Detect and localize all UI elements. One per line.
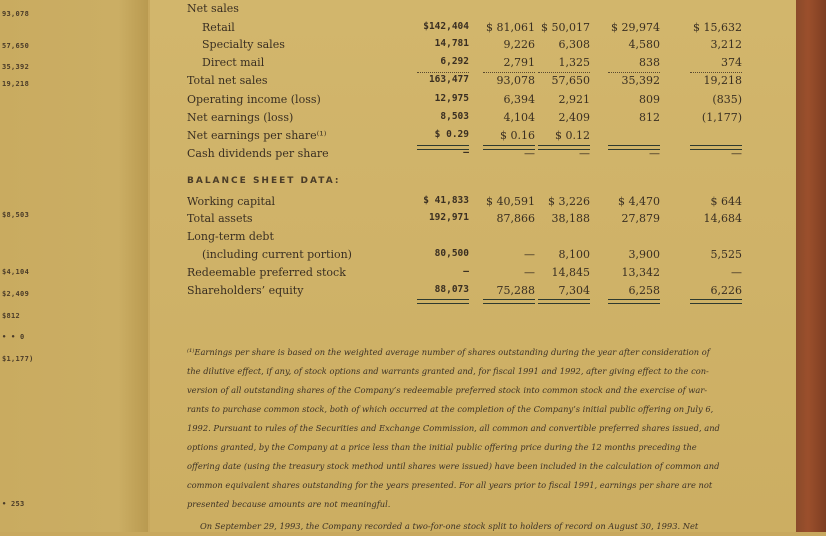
footnote-line: common equivalent shares outstanding for the years presented. For all years prior to fiscal 1991, earnings per share are not — [187, 480, 713, 490]
footnote-line: offering date (using the treasury stock method until shares were issued) have been included in the calculation of common and — [187, 461, 720, 471]
cell-value: $ 644 — [710, 195, 742, 208]
table-row — [150, 212, 796, 226]
cell-value: (835) — [712, 93, 742, 106]
subtotal-rule — [608, 72, 660, 74]
margin-number: $1,177) — [2, 355, 34, 363]
total-rule — [690, 145, 742, 150]
cell-value: $ 15,632 — [693, 21, 742, 34]
cell-value: 14,845 — [551, 266, 590, 279]
cell-value: — — [524, 147, 535, 160]
footnote-line: presented because amounts are not meaningful. — [187, 499, 391, 509]
cell-value: $ 40,591 — [486, 195, 535, 208]
cell-value: 812 — [639, 111, 660, 124]
cell-value: $ 50,017 — [541, 21, 590, 34]
cell-value: 8,100 — [558, 248, 590, 261]
cell-value: 87,866 — [496, 212, 535, 225]
cell-value: — — [463, 266, 469, 277]
subtotal-rule — [417, 72, 469, 74]
cell-value: 6,226 — [710, 284, 742, 297]
table-row — [150, 266, 796, 280]
row-label: Operating income (loss) — [187, 93, 321, 106]
cell-value: 192,971 — [428, 212, 469, 223]
cell-value: 2,791 — [503, 56, 535, 69]
cell-value: 8,503 — [440, 111, 469, 122]
balance-sheet-heading: BALANCE SHEET DATA: — [187, 176, 341, 186]
cell-value: 7,304 — [558, 284, 590, 297]
cell-value: 163,477 — [428, 74, 469, 85]
table-row — [150, 284, 796, 298]
table-row — [150, 93, 796, 107]
cell-value: 6,394 — [503, 93, 535, 106]
cell-value: 14,781 — [434, 38, 469, 49]
table-row — [150, 56, 796, 70]
cell-value: 2,409 — [558, 111, 590, 124]
cell-value: $ 29,974 — [611, 21, 660, 34]
cell-value: 27,879 — [621, 212, 660, 225]
cell-value: 38,188 — [551, 212, 590, 225]
cell-value: — — [524, 266, 535, 279]
row-label: Net sales — [187, 2, 239, 15]
row-label: Working capital — [187, 195, 276, 208]
row-label: Net earnings (loss) — [187, 111, 294, 124]
cell-value: 3,212 — [710, 38, 742, 51]
footnote-line: options granted, by the Company at a price less than the initial public offering price during the 12 months preceding the — [187, 442, 697, 452]
table-row — [150, 21, 796, 35]
cell-value: 13,342 — [621, 266, 660, 279]
footnote-line: 1992. Pursuant to rules of the Securities and Exchange Commission, all common and convertible preferred shares issued, and — [187, 423, 720, 433]
cell-value: $ 4,470 — [618, 195, 660, 208]
total-rule — [538, 299, 590, 304]
cell-value: — — [731, 147, 742, 160]
row-label: Specialty sales — [202, 38, 285, 51]
cell-value: $ 41,833 — [423, 195, 469, 206]
cell-value: 9,226 — [503, 38, 535, 51]
cell-value: 6,258 — [628, 284, 660, 297]
table-row — [150, 248, 796, 262]
cell-value: 6,292 — [440, 56, 469, 67]
row-label: Retail — [202, 21, 235, 34]
cell-value: 374 — [721, 56, 742, 69]
margin-number: • 253 — [2, 500, 25, 508]
table-row — [150, 2, 796, 16]
cell-value: 93,078 — [496, 74, 535, 87]
cell-value: — — [579, 147, 590, 160]
margin-number: $4,104 — [2, 268, 30, 276]
margin-number: 35,392 — [2, 63, 30, 71]
table-row — [150, 195, 796, 209]
cell-value: $ 0.16 — [500, 129, 535, 142]
cell-value: 838 — [639, 56, 660, 69]
cell-value: 1,325 — [558, 56, 590, 69]
cell-value: — — [731, 266, 742, 279]
row-label: Redeemable preferred stock — [187, 266, 346, 279]
footnote-line: ⁽¹⁾Earnings per share is based on the weighted average number of shares outstanding during the year after consideration of — [187, 347, 710, 357]
cell-value: 2,921 — [558, 93, 590, 106]
total-rule — [608, 145, 660, 150]
cell-value: — — [463, 147, 469, 158]
total-rule — [608, 299, 660, 304]
cell-value: 809 — [639, 93, 660, 106]
cell-value: $142,404 — [423, 21, 469, 32]
cell-value: — — [649, 147, 660, 160]
cell-value: — — [524, 248, 535, 261]
cell-value: 4,580 — [628, 38, 660, 51]
cell-value: $ 0.12 — [555, 129, 590, 142]
table-row — [150, 230, 796, 244]
cell-value: 4,104 — [503, 111, 535, 124]
cell-value: 57,650 — [551, 74, 590, 87]
cell-value: $ 3,226 — [548, 195, 590, 208]
cell-value: $ 81,061 — [486, 21, 535, 34]
subtotal-rule — [483, 72, 535, 74]
row-label: Cash dividends per share — [187, 147, 329, 160]
cell-value: 35,392 — [621, 74, 660, 87]
financial-page — [150, 0, 796, 532]
total-rule — [483, 299, 535, 304]
row-label: Direct mail — [202, 56, 265, 69]
margin-number: • • 0 — [2, 333, 25, 341]
row-label: Net earnings per share⁽¹⁾ — [187, 129, 327, 142]
footnote-line: the dilutive effect, if any, of stock options and warrants granted and, for fiscal 1991 and 1992, after giving effect to the con- — [187, 366, 709, 376]
cell-value: 75,288 — [496, 284, 535, 297]
table-row — [150, 111, 796, 125]
subtotal-rule — [690, 72, 742, 74]
book-spine — [796, 0, 826, 532]
footnote-line: version of all outstanding shares of the Company’s redeemable preferred stock into common stock and the exercise of war- — [187, 385, 708, 395]
total-rule — [690, 299, 742, 304]
row-label: Long-term debt — [187, 230, 274, 243]
table-row — [150, 129, 796, 143]
margin-number: 57,650 — [2, 42, 30, 50]
row-label: (including current portion) — [202, 248, 352, 261]
table-row — [150, 38, 796, 52]
footnote-line: rants to purchase common stock, both of which occurred at the completion of the Company’s initial public offering on July 6, — [187, 404, 714, 414]
margin-number: 19,218 — [2, 80, 30, 88]
cell-value: 80,500 — [434, 248, 469, 259]
row-label: Total net sales — [187, 74, 268, 87]
cell-value: 6,308 — [558, 38, 590, 51]
row-label: Total assets — [187, 212, 253, 225]
total-rule — [538, 145, 590, 150]
cell-value: (1,177) — [701, 111, 742, 124]
footnote-line: On September 29, 1993, the Company recorded a two-for-one stock split to holders of record on August 30, 1993. Net — [200, 521, 699, 531]
cell-value: $ 0.29 — [434, 129, 469, 140]
margin-number: $812 — [2, 312, 21, 320]
cell-value: 12,975 — [434, 93, 469, 104]
cell-value: 19,218 — [703, 74, 742, 87]
table-row — [150, 74, 796, 88]
cell-value: 3,900 — [628, 248, 660, 261]
margin-number: 93,078 — [2, 10, 30, 18]
total-rule — [483, 145, 535, 150]
row-label: Shareholders’ equity — [187, 284, 304, 297]
cell-value: 14,684 — [703, 212, 742, 225]
total-rule — [417, 299, 469, 304]
cell-value: 5,525 — [710, 248, 742, 261]
margin-number: $8,503 — [2, 211, 30, 219]
total-rule — [417, 145, 469, 150]
cell-value: 88,073 — [434, 284, 469, 295]
subtotal-rule — [538, 72, 590, 74]
margin-number: $2,409 — [2, 290, 30, 298]
